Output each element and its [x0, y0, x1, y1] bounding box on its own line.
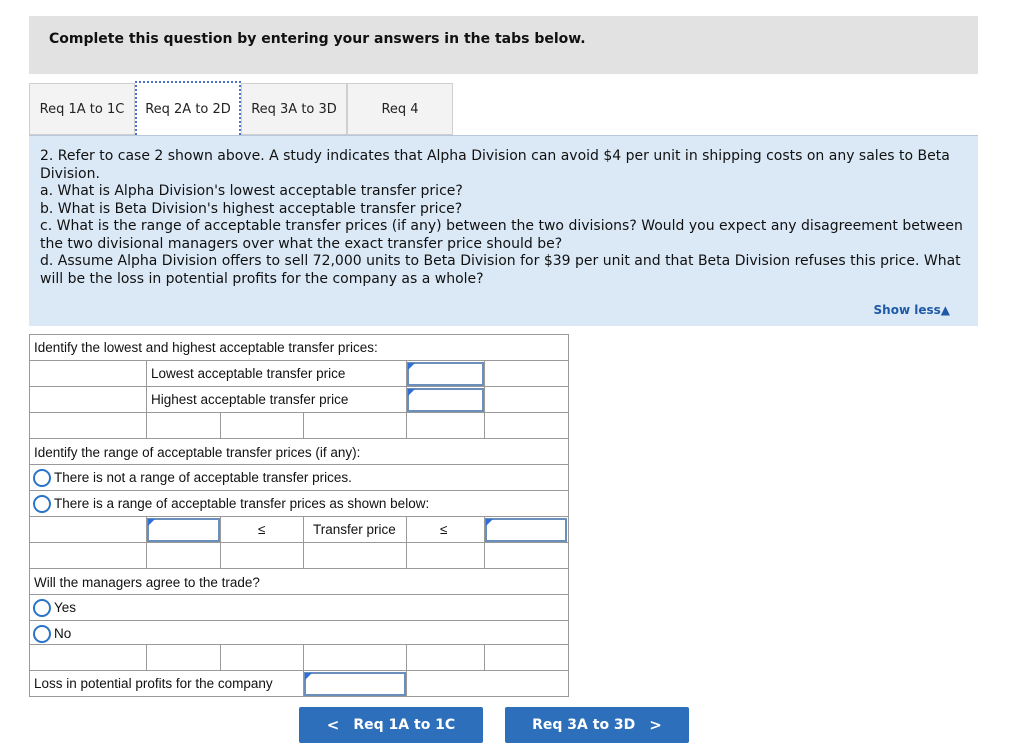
question-part-b: b. What is Beta Division's highest acceptable transfer price? [40, 200, 463, 217]
highest-price-row [29, 386, 569, 413]
instruction-header [29, 16, 978, 74]
highest-price-input[interactable] [407, 388, 484, 412]
prev-requirement-button[interactable] [299, 707, 483, 743]
no-range-row[interactable] [29, 464, 569, 491]
yes-row[interactable] [29, 594, 569, 621]
triangle-up-icon: ▲ [940, 303, 950, 317]
show-less-label: Show less [873, 303, 941, 317]
lowest-price-input[interactable] [407, 362, 484, 386]
spacer-row-2 [29, 542, 569, 569]
range-label: There is a range of acceptable transfer prices as shown below: [54, 496, 430, 511]
loss-row [29, 670, 569, 697]
leq-symbol-1: ≤ [258, 522, 266, 537]
show-less-link[interactable] [874, 302, 950, 320]
range-max-input[interactable] [485, 518, 567, 542]
no-label: No [54, 626, 72, 641]
grid-header-row [29, 334, 569, 361]
tab-req-3a-3d[interactable]: Req 3A to 3D [241, 83, 347, 135]
radio-range[interactable] [33, 495, 51, 513]
range-input-row [29, 516, 569, 543]
leq-symbol-2: ≤ [440, 522, 448, 537]
next-requirement-button[interactable] [505, 707, 689, 743]
transfer-price-label: Transfer price [313, 522, 396, 537]
question-part-a: a. What is Alpha Division's lowest acceptable transfer price? [40, 183, 463, 199]
question-panel [29, 136, 978, 326]
yes-label: Yes [54, 600, 77, 615]
next-button-label: Req 3A to 3D [532, 717, 636, 733]
tab-req-2a-2d[interactable]: Req 2A to 2D [135, 81, 241, 135]
radio-yes[interactable] [33, 599, 51, 617]
identify-range-heading: Identify the range of acceptable transfer prices (if any): [34, 445, 361, 460]
question-intro: 2. Refer to case 2 shown above. A study indicates that Alpha Division can avoid $4 per unit in shipping costs on any sales to Beta Division. [40, 148, 950, 182]
question-text [40, 148, 970, 288]
chevron-left-icon: < [326, 716, 340, 734]
agree-heading-row [29, 568, 569, 595]
tab-req-1a-1c[interactable]: Req 1A to 1C [29, 83, 135, 135]
requirement-tabs [29, 83, 978, 135]
range-heading-row [29, 438, 569, 465]
range-min-input[interactable] [147, 518, 220, 542]
range-row[interactable] [29, 490, 569, 517]
loss-input[interactable] [304, 672, 406, 696]
radio-no-range[interactable] [33, 469, 51, 487]
instruction-title: Complete this question by entering your answers in the tabs below. [49, 31, 586, 47]
question-part-c: c. What is the range of acceptable transfer prices (if any) between the two divisions? Would you expect any disagreement between the two divisional managers over what the exact transfer price should be? [40, 218, 963, 252]
tab-req-4[interactable]: Req 4 [347, 83, 453, 135]
no-row[interactable] [29, 620, 569, 647]
prev-button-label: Req 1A to 1C [353, 717, 456, 733]
agree-question-heading: Will the managers agree to the trade? [34, 575, 260, 590]
highest-price-label: Highest acceptable transfer price [151, 392, 349, 407]
spacer-row-3 [29, 644, 569, 671]
chevron-right-icon: > [649, 716, 662, 734]
no-range-label: There is not a range of acceptable transfer prices. [54, 470, 352, 485]
identify-prices-heading: Identify the lowest and highest acceptable transfer prices: [34, 340, 378, 355]
loss-label: Loss in potential profits for the company [34, 676, 273, 691]
lowest-price-label: Lowest acceptable transfer price [151, 366, 346, 381]
spacer-row-1 [29, 412, 569, 439]
question-part-d: d. Assume Alpha Division offers to sell 72,000 units to Beta Division for $39 per unit and that Beta Division refuses this price. What will be the loss in potential profits for the company as a whole? [40, 253, 961, 287]
radio-no[interactable] [33, 625, 51, 643]
lowest-price-row [29, 360, 569, 387]
